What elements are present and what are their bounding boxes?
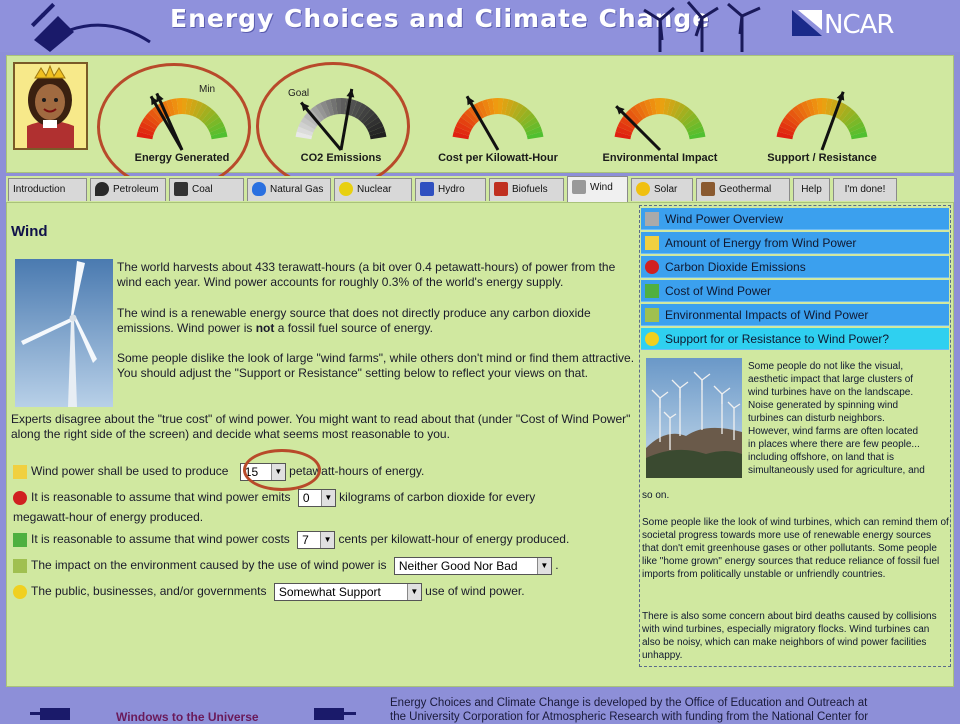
question-cost bbox=[13, 531, 569, 549]
power-plug-icon bbox=[30, 704, 90, 720]
chevron-down-icon: ▼ bbox=[537, 558, 551, 574]
gauge-label: CO2 Emissions bbox=[300, 152, 382, 164]
main-content bbox=[6, 202, 954, 687]
chevron-down-icon: ▼ bbox=[271, 464, 285, 480]
page-title: Wind bbox=[11, 223, 48, 240]
tab-natural-gas[interactable] bbox=[247, 178, 331, 201]
coal-icon bbox=[174, 182, 188, 196]
side-item-support[interactable] bbox=[641, 328, 949, 350]
side-item-label: Environmental Impacts of Wind Power bbox=[665, 308, 869, 322]
gauge-cost-per-kwh bbox=[423, 56, 573, 174]
lightning-icon bbox=[645, 236, 659, 250]
gauge-dial bbox=[423, 56, 573, 152]
select-value: 15 bbox=[244, 465, 259, 479]
question-text: It is reasonable to assume that wind power costs bbox=[31, 532, 290, 547]
footer-line: the University Corporation for Atmospheric Research with funding from the National Center for bbox=[390, 711, 869, 723]
text-line: Some people do not like the visual, bbox=[748, 361, 904, 372]
tab-label: Natural Gas bbox=[270, 184, 324, 195]
radiation-icon bbox=[339, 182, 353, 196]
queen-avatar-icon bbox=[15, 64, 86, 148]
co2-icon bbox=[13, 491, 27, 505]
side-item-energy-amount[interactable] bbox=[641, 232, 949, 254]
text-run: The wind is a renewable energy source that does not directly produce any carbon dioxide emissions. Wind power is bbox=[117, 306, 591, 335]
wind-turbine-icon bbox=[645, 212, 659, 226]
side-text-so-on: so on. bbox=[642, 490, 670, 501]
lightning-icon bbox=[13, 465, 27, 479]
tab-hydro[interactable] bbox=[415, 178, 486, 201]
side-panel bbox=[639, 205, 951, 667]
wind-turbines-icon bbox=[630, 0, 770, 52]
co2-icon bbox=[645, 260, 659, 274]
question-text: kilograms of carbon dioxide for every bbox=[339, 490, 536, 505]
cost-icon bbox=[645, 284, 659, 298]
emphasis-text: not bbox=[255, 321, 275, 335]
wind-farms-paragraph: Some people dislike the look of large "wind farms", while others don't mind or find them attractive. You should adjust the "Support or Resistance" setting below to reflect your views on that. bbox=[117, 351, 635, 380]
tab-label: Biofuels bbox=[512, 184, 548, 195]
question-text: petawatt-hours of energy. bbox=[289, 464, 425, 479]
gauge-label: Energy Generated bbox=[134, 152, 230, 164]
energy-tabs bbox=[6, 176, 954, 202]
tab-wind[interactable] bbox=[567, 176, 628, 202]
question-co2-emissions bbox=[13, 489, 535, 507]
gauge-panel bbox=[6, 55, 954, 173]
renewable-paragraph bbox=[117, 306, 637, 336]
tab-biofuels[interactable] bbox=[489, 178, 564, 201]
wind-farm-photo bbox=[646, 358, 742, 478]
text-line: wind turbines have on the landscape. bbox=[748, 387, 914, 398]
gauge-label: Support / Resistance bbox=[767, 152, 877, 164]
footer-line: Energy Choices and Climate Change is developed by the Office of Education and Outreach at bbox=[390, 697, 868, 709]
chevron-down-icon: ▼ bbox=[320, 532, 334, 548]
hydro-icon bbox=[420, 182, 434, 196]
question-text: The public, businesses, and/or governments bbox=[31, 584, 267, 599]
question-text: The impact on the environment caused by the use of wind power is bbox=[31, 558, 387, 573]
select-value: Somewhat Support bbox=[278, 585, 381, 599]
text-line: including offshore, on land that is bbox=[748, 452, 895, 463]
tab-label: Solar bbox=[654, 184, 678, 195]
side-paragraph-3: There is also some concern about bird deaths caused by collisions with wind turbines, especially migratory flocks. Wind turbines can also be noisy, which can make neighbors of wind power facilities unhappy. bbox=[642, 611, 937, 661]
header-banner bbox=[0, 0, 960, 52]
select-value: Neither Good Nor Bad bbox=[398, 559, 518, 573]
highlight-circle bbox=[243, 449, 321, 491]
question-text: cents per kilowatt-hour of energy produced. bbox=[338, 532, 570, 547]
sun-icon bbox=[636, 182, 650, 196]
side-item-label: Amount of Energy from Wind Power bbox=[665, 236, 857, 250]
tab-label: Introduction bbox=[13, 184, 66, 195]
tab-label: Nuclear bbox=[357, 184, 392, 195]
select-value: 0 bbox=[302, 491, 310, 505]
gauge-label: Environmental Impact bbox=[602, 152, 718, 164]
tab-label: Help bbox=[801, 184, 822, 195]
side-item-co2[interactable] bbox=[641, 256, 949, 278]
oil-drop-icon bbox=[95, 182, 109, 196]
highlight-circle bbox=[256, 62, 410, 190]
question-co2-line2: megawatt-hour of energy produced. bbox=[13, 510, 204, 524]
tab-coal[interactable] bbox=[169, 178, 244, 201]
environment-icon bbox=[13, 559, 27, 573]
tab-label: Wind bbox=[590, 182, 613, 193]
tab-geothermal[interactable] bbox=[696, 178, 790, 201]
tab-label: I'm done! bbox=[844, 184, 886, 195]
question-text: . bbox=[555, 558, 559, 573]
tab-label: Coal bbox=[192, 184, 213, 195]
side-item-label: Support for or Resistance to Wind Power? bbox=[665, 332, 890, 346]
highlight-circle bbox=[97, 63, 251, 191]
app-title: Energy Choices and Climate Change bbox=[170, 4, 711, 33]
side-item-label: Wind Power Overview bbox=[665, 212, 784, 226]
text-line: However, wind farms are often located bbox=[748, 426, 919, 437]
text-line: in places where there are few people... bbox=[748, 439, 920, 450]
tab-solar[interactable] bbox=[631, 178, 693, 201]
cost-select[interactable] bbox=[297, 531, 335, 549]
chevron-down-icon: ▼ bbox=[321, 490, 335, 506]
gas-flame-icon bbox=[252, 182, 266, 196]
intro-paragraph: The world harvests about 433 terawatt-hours (a bit over 0.4 petawatt-hours) of power from the wind each year. Wind power accounts for roughly 0.3% of the world's energy supply. bbox=[117, 260, 616, 289]
cost-icon bbox=[13, 533, 27, 547]
side-item-environment[interactable] bbox=[641, 304, 949, 326]
wind-turbine-photo bbox=[15, 259, 113, 407]
gauge-label: Cost per Kilowatt-Hour bbox=[438, 152, 558, 164]
power-plug-icon bbox=[30, 2, 170, 52]
power-plug-icon bbox=[300, 704, 360, 720]
question-support bbox=[13, 583, 525, 601]
tab-label: Petroleum bbox=[113, 184, 159, 195]
geothermal-icon bbox=[701, 182, 715, 196]
side-paragraph-2: Some people like the look of wind turbines, which can remind them of societal progress towards more use of renewable energy sources that don't emit greenhouse gases or other pollutants. Some people like "home grown" energy sources that reduce reliance of fossil fuel imports from politically unstable or unfriendly countries. bbox=[642, 517, 949, 580]
side-item-label: Carbon Dioxide Emissions bbox=[665, 260, 806, 274]
side-text-beside-photo bbox=[748, 360, 948, 477]
ncar-logo-icon bbox=[790, 6, 824, 40]
tab-help[interactable] bbox=[793, 178, 830, 201]
side-item-overview[interactable] bbox=[641, 208, 949, 230]
gauge-marker-label: Min bbox=[199, 84, 216, 95]
smiley-icon bbox=[645, 332, 659, 346]
biofuel-icon bbox=[494, 182, 508, 196]
environment-select[interactable] bbox=[394, 557, 552, 575]
ncar-logo-text: NCAR bbox=[824, 10, 894, 40]
question-text: use of wind power. bbox=[425, 584, 525, 599]
tab-petroleum[interactable] bbox=[90, 178, 166, 201]
tab-nuclear[interactable] bbox=[334, 178, 412, 201]
text-line: simultaneously used for agriculture, and bbox=[748, 465, 925, 476]
side-item-label: Cost of Wind Power bbox=[665, 284, 772, 298]
avatar bbox=[13, 62, 88, 150]
gauge-environmental-impact bbox=[585, 56, 735, 174]
co2-emissions-select[interactable] bbox=[298, 489, 336, 507]
question-text: It is reasonable to assume that wind power emits bbox=[31, 490, 291, 505]
question-text: Wind power shall be used to produce bbox=[31, 464, 229, 479]
side-item-cost[interactable] bbox=[641, 280, 949, 302]
gauge-dial bbox=[747, 56, 897, 152]
gauge-marker-label: Goal bbox=[288, 88, 310, 99]
tab-label: Geothermal bbox=[719, 184, 772, 195]
gauge-support-resistance bbox=[747, 56, 897, 174]
tab-introduction[interactable] bbox=[8, 178, 87, 201]
wind-turbine-icon bbox=[572, 180, 586, 194]
smiley-icon bbox=[13, 585, 27, 599]
environment-icon bbox=[645, 308, 659, 322]
text-line: aesthetic impact that large clusters of bbox=[748, 374, 914, 385]
support-select[interactable] bbox=[274, 583, 422, 601]
windows-to-universe-link[interactable]: Windows to the Universe bbox=[116, 710, 259, 724]
text-line: Noise generated by spinning wind bbox=[748, 400, 899, 411]
cost-paragraph: Experts disagree about the "true cost" of wind power. You might want to read about that (under "Cost of Wind Power" along the right side of the screen) and decide what seems most reasonable to you. bbox=[11, 412, 631, 441]
question-environment bbox=[13, 557, 559, 575]
chevron-down-icon: ▼ bbox=[407, 584, 421, 600]
question-energy-amount bbox=[13, 463, 424, 481]
tab-done[interactable] bbox=[833, 178, 897, 201]
select-value: 7 bbox=[302, 533, 309, 547]
gauge-dial bbox=[585, 56, 735, 152]
text-run: a fossil fuel source of energy. bbox=[274, 321, 433, 335]
tab-label: Hydro bbox=[438, 184, 465, 195]
text-line: turbines can disturb neighbors. bbox=[748, 413, 885, 424]
